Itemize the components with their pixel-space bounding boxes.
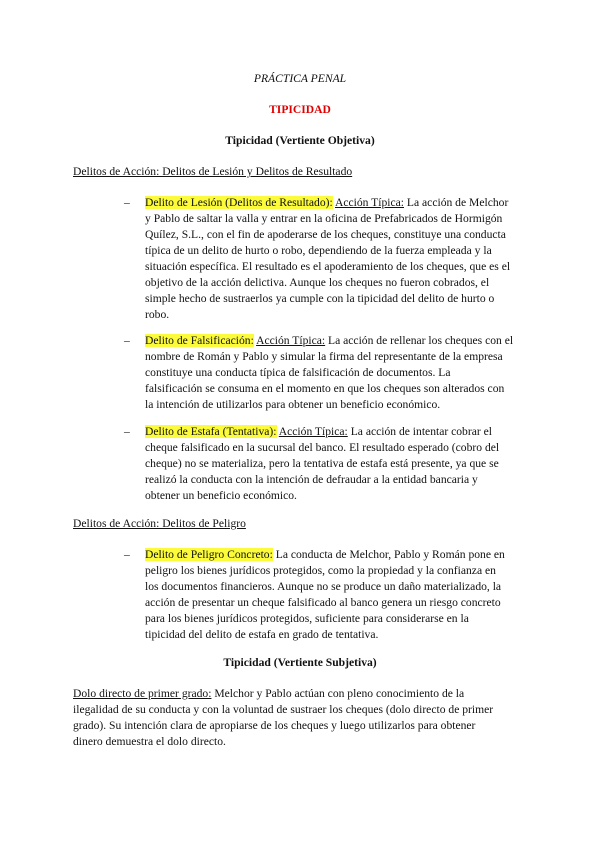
paragraph-line: los documentos financieros. Aunque no se produce un daño materializado, la	[145, 580, 502, 593]
paragraph-line: La conducta de Melchor, Pablo y Román pone en	[275, 548, 505, 561]
paragraph-line: tipicidad del delito de estafa en grado de tentativa.	[145, 628, 379, 641]
list-item-peligro	[145, 547, 530, 643]
section-heading-peligro: Delitos de Acción: Delitos de Peligro	[73, 517, 246, 530]
list-item-lesion	[145, 195, 530, 323]
paragraph-line: falsificación se consuma en el momento en que los cheques son alterados con	[145, 382, 505, 395]
paragraph-line: y Pablo de saltar la valla y entrar en la oficina de Prefabricados de Hormigón	[145, 212, 503, 225]
accion-tipica-label: Acción Típica:	[278, 425, 348, 438]
subjective-heading: Tipicidad (Vertiente Subjetiva)	[223, 656, 377, 669]
paragraph-line: La acción de rellenar los cheques con el	[328, 334, 514, 347]
paragraph-line: realizó la conducta con la intención de defraudar a la entidad bancaria y	[145, 473, 478, 486]
list-item-estafa	[145, 424, 530, 504]
highlight-label: Delito de Lesión (Delitos de Resultado):	[145, 196, 333, 209]
paragraph-line: La acción de intentar cobrar el	[350, 425, 492, 438]
objective-heading: Tipicidad (Vertiente Objetiva)	[225, 134, 375, 147]
dolo-paragraph	[73, 686, 528, 750]
paragraph-line: peligro los bienes jurídicos protegidos, como la propiedad y la confianza en	[145, 564, 496, 577]
paragraph-line: constituye una conducta típica de falsificación de documentos. La	[145, 366, 451, 379]
accion-tipica-label: Acción Típica:	[334, 196, 404, 209]
paragraph-line: simple hecho de sustraerlos ya cumple con la tipicidad del delito de hurto o	[145, 292, 495, 305]
paragraph-line: la intención de utilizarlos para obtener un beneficio económico.	[145, 398, 441, 411]
paragraph-line: Quílez, S.L., con el fin de apoderarse de los cheques, constituye una conducta	[145, 228, 506, 241]
highlight-label: Delito de Falsificación:	[145, 334, 254, 347]
list-item-falsificacion	[145, 333, 530, 413]
bullet-marker: –	[124, 425, 130, 438]
paragraph-line: cheque falsificado en la sucursal del banco. El resultado esperado (cobro del	[145, 441, 500, 454]
highlight-label: Delito de Estafa (Tentativa):	[145, 425, 277, 438]
document-subtitle: TIPICIDAD	[269, 103, 331, 116]
dolo-label: Dolo directo de primer grado:	[73, 687, 212, 700]
paragraph-line: Melchor y Pablo actúan con pleno conocimiento de la	[214, 687, 465, 700]
document-title: PRÁCTICA PENAL	[253, 72, 347, 85]
paragraph-line: ilegalidad de su conducta y con la voluntad de sustraer los cheques (dolo directo de primer	[73, 703, 494, 716]
paragraph-line: La acción de Melchor	[406, 196, 509, 209]
bullet-marker: –	[124, 548, 130, 561]
bullet-marker: –	[124, 334, 130, 347]
paragraph-line: para los bienes jurídicos protegidos, suficiente para considerarse en la	[145, 612, 469, 625]
paragraph-line: obtener un beneficio económico.	[145, 489, 297, 502]
paragraph-line: cheque) no se materializa, pero la tentativa de estafa está presente, ya que se	[145, 457, 499, 470]
paragraph-line: dinero demuestra el dolo directo.	[73, 735, 226, 748]
paragraph-line: objetivo de la acción delictiva. Aunque los cheques no fueron cobrados, el	[145, 276, 490, 289]
highlight-label: Delito de Peligro Concreto:	[145, 548, 273, 561]
paragraph-line: grado). Su intención clara de apropiarse de los cheques y luego utilizarlos para obtener	[73, 719, 476, 732]
paragraph-line: situación específica. El resultado es el apoderamiento de los cheques, que es el	[145, 260, 511, 273]
bullet-marker: –	[124, 196, 130, 209]
paragraph-line: acción de presentar un cheque falsificado al banco genera un riesgo concreto	[145, 596, 501, 609]
paragraph-line: robo.	[145, 308, 170, 321]
section-heading-lesion: Delitos de Acción: Delitos de Lesión y Delitos de Resultado	[73, 165, 353, 178]
paragraph-line: típica de un delito de hurto o robo, dependiendo de la fuerza empleada y la	[145, 244, 492, 257]
paragraph-line: nombre de Román y Pablo y simular la firma del representante de la empresa	[145, 350, 503, 363]
accion-tipica-label: Acción Típica:	[256, 334, 326, 347]
